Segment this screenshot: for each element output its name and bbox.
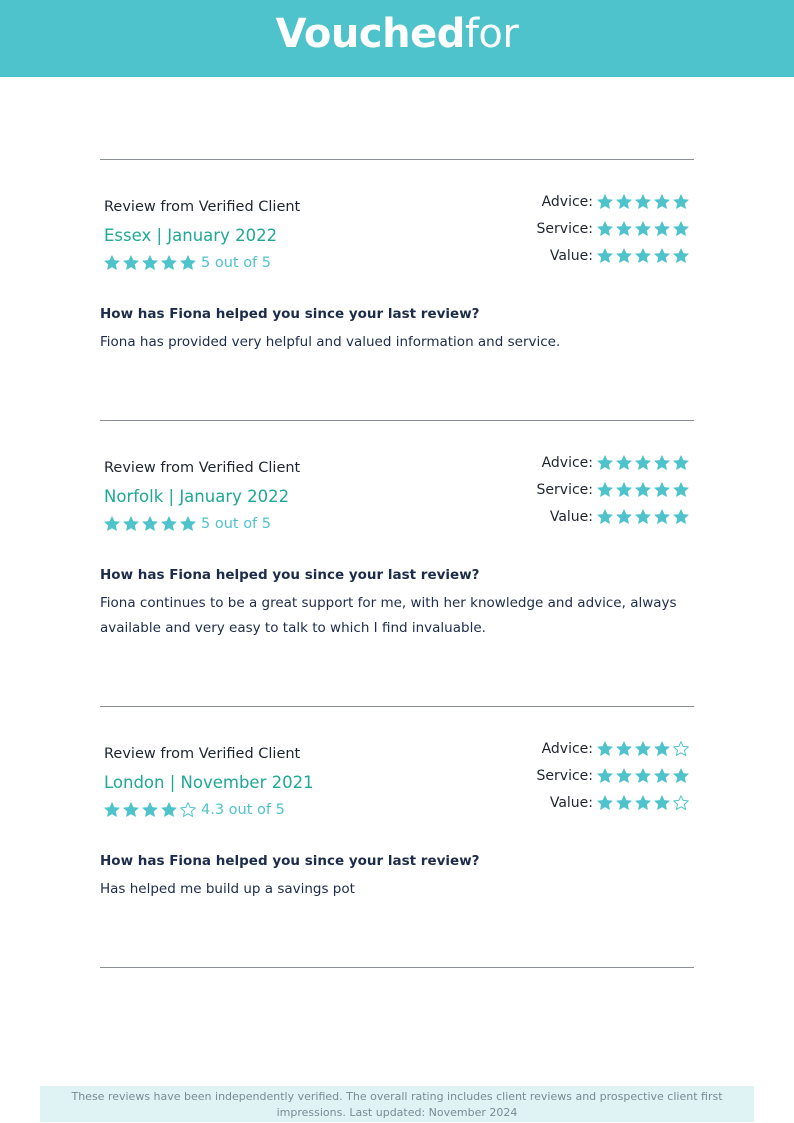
star-filled-icon bbox=[596, 247, 614, 265]
review-source: Review from Verified Client bbox=[104, 460, 301, 476]
star-filled-icon bbox=[672, 220, 690, 238]
star-filled-icon bbox=[141, 254, 159, 272]
service-stars bbox=[596, 767, 691, 785]
star-filled-icon bbox=[179, 515, 197, 533]
divider bbox=[100, 967, 694, 968]
star-outline-icon bbox=[179, 801, 197, 819]
star-filled-icon bbox=[672, 481, 690, 499]
star-outline-icon bbox=[672, 794, 690, 812]
value-label: Value: bbox=[549, 248, 593, 264]
review-source: Review from Verified Client bbox=[104, 199, 301, 215]
star-filled-icon bbox=[653, 193, 671, 211]
star-filled-icon bbox=[160, 515, 178, 533]
advice-label: Advice: bbox=[541, 194, 593, 210]
star-filled-icon bbox=[672, 247, 690, 265]
star-filled-icon bbox=[653, 247, 671, 265]
star-filled-icon bbox=[634, 193, 652, 211]
star-filled-icon bbox=[672, 508, 690, 526]
value-stars bbox=[596, 794, 691, 812]
value-label: Value: bbox=[549, 509, 593, 525]
overall-rating-text: 5 out of 5 bbox=[201, 516, 272, 532]
service-rating bbox=[537, 481, 691, 499]
advice-rating bbox=[542, 740, 691, 758]
overall-rating-text: 4.3 out of 5 bbox=[201, 802, 285, 818]
star-filled-icon bbox=[596, 481, 614, 499]
divider bbox=[100, 706, 694, 707]
overall-stars bbox=[103, 515, 198, 533]
star-filled-icon bbox=[615, 767, 633, 785]
star-filled-icon bbox=[634, 481, 652, 499]
review-question: How has Fiona helped you since your last review? bbox=[100, 567, 480, 583]
star-filled-icon bbox=[615, 508, 633, 526]
value-rating bbox=[550, 794, 691, 812]
star-filled-icon bbox=[103, 254, 121, 272]
star-filled-icon bbox=[653, 794, 671, 812]
review-source: Review from Verified Client bbox=[104, 746, 301, 762]
star-filled-icon bbox=[615, 454, 633, 472]
service-label: Service: bbox=[536, 768, 593, 784]
divider bbox=[100, 159, 694, 160]
star-filled-icon bbox=[122, 515, 140, 533]
star-filled-icon bbox=[122, 254, 140, 272]
star-filled-icon bbox=[179, 254, 197, 272]
review-answer: Fiona has provided very helpful and valued information and service. bbox=[100, 334, 561, 350]
star-filled-icon bbox=[596, 193, 614, 211]
star-filled-icon bbox=[653, 740, 671, 758]
star-filled-icon bbox=[634, 247, 652, 265]
review-location-date: Norfolk | January 2022 bbox=[104, 487, 290, 506]
advice-stars bbox=[596, 454, 691, 472]
overall-rating-text: 5 out of 5 bbox=[201, 255, 272, 271]
star-filled-icon bbox=[672, 767, 690, 785]
review-question: How has Fiona helped you since your last review? bbox=[100, 306, 480, 322]
review-location-date: Essex | January 2022 bbox=[104, 226, 278, 245]
star-filled-icon bbox=[160, 254, 178, 272]
overall-stars bbox=[103, 254, 198, 272]
value-stars bbox=[596, 508, 691, 526]
star-filled-icon bbox=[634, 454, 652, 472]
star-filled-icon bbox=[596, 794, 614, 812]
advice-rating bbox=[542, 454, 691, 472]
service-rating bbox=[537, 220, 691, 238]
star-filled-icon bbox=[634, 740, 652, 758]
service-rating bbox=[537, 767, 691, 785]
star-filled-icon bbox=[653, 767, 671, 785]
review-answer: Has helped me build up a savings pot bbox=[100, 881, 355, 897]
star-filled-icon bbox=[634, 794, 652, 812]
service-stars bbox=[596, 481, 691, 499]
vouchedfor-logo bbox=[275, 10, 519, 57]
star-filled-icon bbox=[634, 508, 652, 526]
overall-rating bbox=[103, 515, 271, 533]
divider bbox=[100, 420, 694, 421]
star-filled-icon bbox=[672, 454, 690, 472]
advice-stars bbox=[596, 193, 691, 211]
service-label: Service: bbox=[536, 221, 593, 237]
overall-stars bbox=[103, 801, 198, 819]
star-filled-icon bbox=[615, 247, 633, 265]
logo-light-text: for bbox=[464, 10, 519, 57]
value-stars bbox=[596, 247, 691, 265]
value-rating bbox=[550, 508, 691, 526]
star-filled-icon bbox=[615, 740, 633, 758]
star-filled-icon bbox=[596, 454, 614, 472]
star-filled-icon bbox=[615, 193, 633, 211]
star-filled-icon bbox=[672, 193, 690, 211]
star-filled-icon bbox=[615, 481, 633, 499]
advice-label: Advice: bbox=[541, 455, 593, 471]
star-filled-icon bbox=[615, 220, 633, 238]
advice-label: Advice: bbox=[541, 741, 593, 757]
review-question: How has Fiona helped you since your last review? bbox=[100, 853, 480, 869]
advice-rating bbox=[542, 193, 691, 211]
verification-footnote: These reviews have been independently verified. The overall rating includes client reviews and prospective client first impressions. Last updated: November 2024 bbox=[40, 1086, 754, 1122]
star-filled-icon bbox=[634, 767, 652, 785]
value-rating bbox=[550, 247, 691, 265]
star-filled-icon bbox=[141, 801, 159, 819]
star-filled-icon bbox=[596, 767, 614, 785]
star-filled-icon bbox=[596, 508, 614, 526]
star-filled-icon bbox=[122, 801, 140, 819]
star-filled-icon bbox=[103, 515, 121, 533]
star-filled-icon bbox=[634, 220, 652, 238]
value-label: Value: bbox=[549, 795, 593, 811]
star-filled-icon bbox=[596, 740, 614, 758]
star-filled-icon bbox=[103, 801, 121, 819]
star-filled-icon bbox=[615, 794, 633, 812]
star-filled-icon bbox=[141, 515, 159, 533]
service-stars bbox=[596, 220, 691, 238]
review-location-date: London | November 2021 bbox=[104, 773, 314, 792]
review-answer: Fiona continues to be a great support for me, with her knowledge and advice, always available and very easy to talk to which I find invaluable. bbox=[100, 595, 677, 636]
advice-stars bbox=[596, 740, 691, 758]
star-outline-icon bbox=[672, 740, 690, 758]
logo-bold-text: Vouched bbox=[275, 10, 465, 57]
service-label: Service: bbox=[536, 482, 593, 498]
star-filled-icon bbox=[653, 220, 671, 238]
overall-rating bbox=[103, 254, 271, 272]
star-filled-icon bbox=[653, 508, 671, 526]
star-filled-icon bbox=[160, 801, 178, 819]
overall-rating bbox=[103, 801, 285, 819]
header-bar bbox=[0, 0, 794, 77]
star-filled-icon bbox=[653, 481, 671, 499]
star-filled-icon bbox=[596, 220, 614, 238]
star-filled-icon bbox=[653, 454, 671, 472]
